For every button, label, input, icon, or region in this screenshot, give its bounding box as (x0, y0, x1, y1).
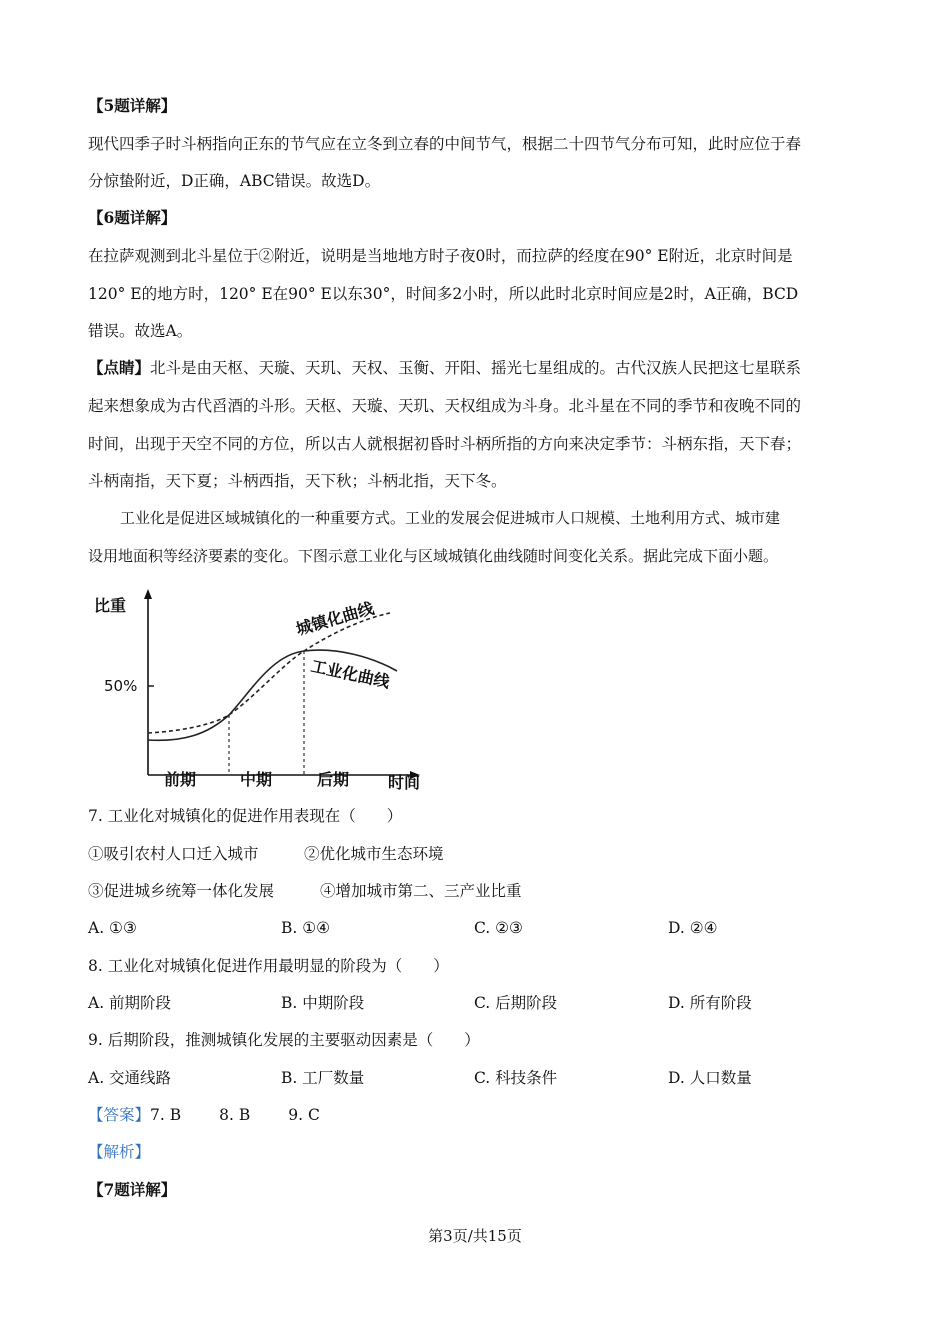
q7-option-c: C. ②③ (474, 919, 523, 937)
answer-7: 7. B (150, 1106, 182, 1124)
q7-option-b: B. ①④ (281, 919, 331, 937)
y-axis-arrow (144, 589, 152, 599)
q6-detail-line-1: 在拉萨观测到北斗星位于②附近，说明是当地地方时子夜0时，而拉萨的经度在90° E附近，北京时间是 (88, 247, 793, 265)
q9-stem: 9. 后期阶段，推测城镇化发展的主要驱动因素是（ ） (88, 1031, 480, 1049)
answer-line (88, 1105, 320, 1125)
page-footer: 第3页/共15页 (428, 1227, 522, 1245)
x-category-early: 前期 (164, 770, 197, 789)
intro-line-2: 设用地面积等经济要素的变化。下图示意工业化与区域城镇化曲线随时间变化关系。据此完成下面小题。 (88, 547, 779, 565)
intro-line-1: 工业化是促进区域城镇化的一种重要方式。工业的发展会促进城市人口规模、土地利用方式、城市建 (120, 509, 781, 527)
industrialization-urbanization-chart (92, 585, 442, 795)
q8-option-c: C. 后期阶段 (474, 994, 558, 1012)
q7-option-d: D. ②④ (668, 919, 718, 937)
q9-option-a: A. 交通线路 (88, 1069, 172, 1087)
industrialization-curve (148, 650, 397, 740)
tip-line-3: 时间，出现于天空不同的方位，所以古人就根据初昏时斗柄所指的方向来决定季节：斗柄东指，天下春； (88, 435, 802, 453)
q7-statement-1: ①吸引农村人口迁入城市 (88, 845, 259, 863)
q7-detail-header: 【7题详解】 (88, 1180, 177, 1199)
x-category-middle: 中期 (240, 770, 273, 789)
answer-9: 9. C (288, 1106, 320, 1124)
x-category-late: 后期 (317, 770, 350, 789)
tip-label: 【点睛】 (88, 358, 151, 377)
q7-statement-4: ④增加城市第二、三产业比重 (320, 882, 522, 900)
analysis-label: 【解析】 (88, 1143, 151, 1161)
q9-option-d: D. 人口数量 (668, 1069, 752, 1087)
tip-line-2: 起来想象成为古代舀酒的斗形。天枢、天璇、天玑、天权组成为斗身。北斗星在不同的季节和夜晚不同的 (88, 397, 802, 415)
x-axis-label: 时间 (388, 773, 421, 792)
q8-option-d: D. 所有阶段 (668, 994, 752, 1012)
tip-line-1 (88, 358, 801, 378)
q5-detail-header: 【5题详解】 (88, 96, 177, 115)
q6-detail-line-3: 错误。故选A。 (88, 322, 193, 340)
q6-detail-line-2: 120° E的地方时，120° E在90° E以东30°，时间多2小时，所以此时北京时间应是2时，A正确，BCD (88, 285, 799, 303)
q8-option-b: B. 中期阶段 (281, 994, 365, 1012)
q5-detail-line-1: 现代四季子时斗柄指向正东的节气应在立冬到立春的中间节气，根据二十四节气分布可知，此时应位于春 (88, 135, 802, 153)
q6-detail-header: 【6题详解】 (88, 208, 177, 227)
q8-option-a: A. 前期阶段 (88, 994, 172, 1012)
q5-detail-line-2: 分惊蛰附近，D正确，ABC错误。故选D。 (88, 172, 381, 190)
tip-line-4: 斗柄南指，天下夏；斗柄西指，天下秋；斗柄北指，天下冬。 (88, 472, 507, 490)
q7-stem: 7. 工业化对城镇化的促进作用表现在（ ） (88, 807, 403, 825)
tip-text-1: 北斗是由天枢、天璇、天玑、天权、玉衡、开阳、摇光七星组成的。古代汉族人民把这七星联系 (150, 359, 802, 377)
answer-8: 8. B (219, 1106, 251, 1124)
q9-option-b: B. 工厂数量 (281, 1069, 365, 1087)
answer-label: 【答案】 (88, 1106, 151, 1124)
q7-statement-2: ②优化城市生态环境 (304, 845, 444, 863)
q8-stem: 8. 工业化对城镇化促进作用最明显的阶段为（ ） (88, 957, 449, 975)
urbanization-curve-label: 城镇化曲线 (293, 598, 377, 639)
industrialization-curve-label: 工业化曲线 (309, 656, 392, 692)
y-axis-label: 比重 (94, 596, 127, 615)
q7-statement-3: ③促进城乡统筹一体化发展 (88, 882, 275, 900)
q7-option-a: A. ①③ (88, 919, 137, 937)
y-tick-50: 50% (104, 677, 138, 695)
q9-option-c: C. 科技条件 (474, 1069, 558, 1087)
